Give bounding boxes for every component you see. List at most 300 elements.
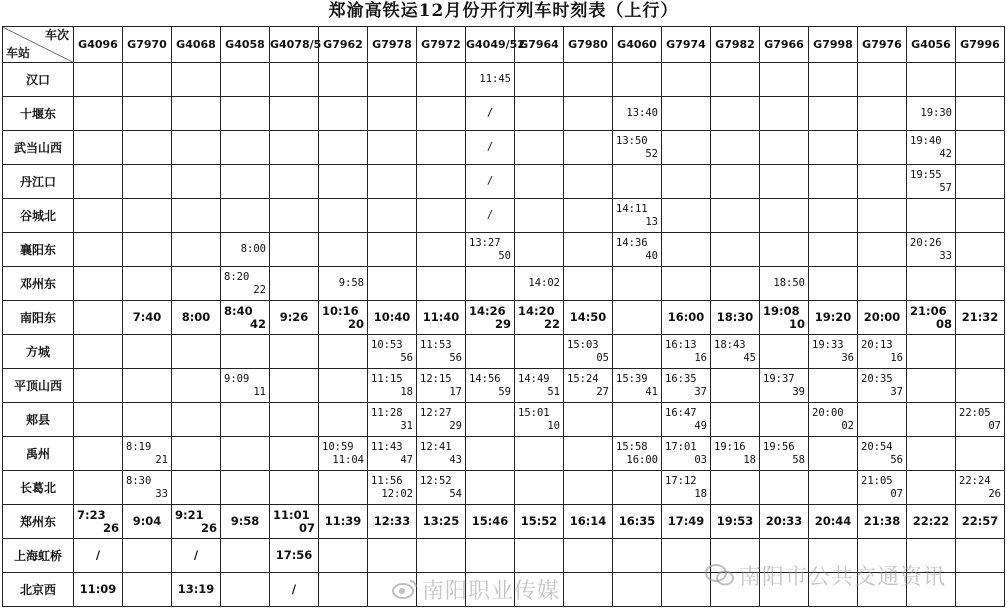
time-cell <box>907 471 956 505</box>
time-cell <box>172 131 221 165</box>
time-cell <box>270 403 319 437</box>
wechat-icon <box>705 563 735 593</box>
train-header: G7962 <box>319 27 368 63</box>
time-cell <box>907 199 956 233</box>
time-cell: 13:27 50 <box>466 233 515 267</box>
time-cell: 11:39 <box>319 505 368 539</box>
time-cell <box>417 63 466 97</box>
station-name: 十堰东 <box>3 97 74 131</box>
time-cell: 16:35 37 <box>662 369 711 403</box>
time-cell <box>956 335 1005 369</box>
time-cell: 9:58 <box>221 505 270 539</box>
time-cell <box>221 199 270 233</box>
time-cell: 14:26 29 <box>466 301 515 335</box>
train-header: G4058 <box>221 27 270 63</box>
time-cell <box>564 63 613 97</box>
time-cell <box>760 403 809 437</box>
time-cell: 12:27 29 <box>417 403 466 437</box>
time-cell <box>858 131 907 165</box>
time-cell: 11:45 <box>466 63 515 97</box>
time-cell <box>760 165 809 199</box>
station-row <box>3 437 1005 471</box>
time-cell: 17:12 18 <box>662 471 711 505</box>
time-cell: 7:40 <box>123 301 172 335</box>
train-header: G7972 <box>417 27 466 63</box>
time-cell <box>319 63 368 97</box>
time-cell <box>956 539 1005 573</box>
time-cell: 19:37 39 <box>760 369 809 403</box>
time-cell <box>956 165 1005 199</box>
time-cell: 7:23 26 <box>74 505 123 539</box>
time-cell: 22:24 26 <box>956 471 1005 505</box>
time-cell: 12:52 54 <box>417 471 466 505</box>
time-cell: 18:50 <box>760 267 809 301</box>
time-cell: 9:58 <box>319 267 368 301</box>
time-cell <box>74 471 123 505</box>
station-name: 长葛北 <box>3 471 74 505</box>
time-cell: / <box>74 539 123 573</box>
time-cell <box>809 199 858 233</box>
time-cell <box>662 233 711 267</box>
time-cell <box>662 97 711 131</box>
time-cell: 22:22 <box>907 505 956 539</box>
time-cell: 17:56 <box>270 539 319 573</box>
time-cell <box>858 63 907 97</box>
time-cell: 11:40 <box>417 301 466 335</box>
time-cell <box>662 165 711 199</box>
train-header: G7982 <box>711 27 760 63</box>
station-name: 汉口 <box>3 63 74 97</box>
station-name: 邓州东 <box>3 267 74 301</box>
time-cell <box>221 131 270 165</box>
time-cell <box>809 369 858 403</box>
watermark-right-text: 南阳市公共交通资讯 <box>739 565 947 590</box>
time-cell <box>319 539 368 573</box>
time-cell <box>956 131 1005 165</box>
timetable <box>2 26 1005 607</box>
time-cell <box>613 573 662 607</box>
train-header: G7974 <box>662 27 711 63</box>
time-cell <box>417 267 466 301</box>
time-cell <box>221 63 270 97</box>
time-cell <box>270 233 319 267</box>
time-cell <box>270 267 319 301</box>
time-cell <box>564 199 613 233</box>
time-cell <box>956 369 1005 403</box>
time-cell <box>515 437 564 471</box>
time-cell <box>172 403 221 437</box>
time-cell: 15:58 16:00 <box>613 437 662 471</box>
time-cell <box>123 165 172 199</box>
time-cell <box>172 437 221 471</box>
time-cell <box>858 233 907 267</box>
time-cell <box>662 63 711 97</box>
weibo-icon <box>392 578 418 606</box>
time-cell <box>858 403 907 437</box>
station-name: 谷城北 <box>3 199 74 233</box>
station-row <box>3 335 1005 369</box>
corner-station-label: 车站 <box>6 46 31 60</box>
time-cell <box>809 63 858 97</box>
time-cell <box>466 437 515 471</box>
time-cell: 8:20 22 <box>221 267 270 301</box>
time-cell <box>270 199 319 233</box>
time-cell <box>466 403 515 437</box>
time-cell: 19:20 <box>809 301 858 335</box>
time-cell: 11:09 <box>74 573 123 607</box>
train-header: G4060 <box>613 27 662 63</box>
time-cell <box>564 539 613 573</box>
page-title: 郑渝高铁运12月份开行列车时刻表（上行） <box>328 1 679 21</box>
time-cell <box>858 97 907 131</box>
time-cell <box>319 471 368 505</box>
time-cell: 13:25 <box>417 505 466 539</box>
train-header: G7978 <box>368 27 417 63</box>
time-cell <box>74 437 123 471</box>
time-cell: 10:40 <box>368 301 417 335</box>
station-name: 南阳东 <box>3 301 74 335</box>
time-cell <box>907 403 956 437</box>
time-cell <box>515 471 564 505</box>
time-cell <box>809 97 858 131</box>
station-name: 郑州东 <box>3 505 74 539</box>
time-cell: 16:14 <box>564 505 613 539</box>
station-name: 丹江口 <box>3 165 74 199</box>
time-cell <box>172 165 221 199</box>
time-cell <box>368 97 417 131</box>
time-cell <box>956 199 1005 233</box>
time-cell <box>74 97 123 131</box>
time-cell <box>809 233 858 267</box>
time-cell: / <box>466 199 515 233</box>
time-cell <box>907 63 956 97</box>
time-cell <box>711 267 760 301</box>
time-cell <box>319 335 368 369</box>
time-cell: 9:26 <box>270 301 319 335</box>
station-row <box>3 301 1005 335</box>
time-cell <box>221 573 270 607</box>
time-cell <box>368 539 417 573</box>
time-cell <box>564 573 613 607</box>
time-cell: 13:50 52 <box>613 131 662 165</box>
time-cell <box>172 63 221 97</box>
time-cell <box>760 131 809 165</box>
time-cell: 14:50 <box>564 301 613 335</box>
time-cell: 13:19 <box>172 573 221 607</box>
time-cell <box>956 267 1005 301</box>
time-cell: 17:01 03 <box>662 437 711 471</box>
time-cell <box>123 199 172 233</box>
time-cell: 8:40 42 <box>221 301 270 335</box>
time-cell <box>319 165 368 199</box>
time-cell <box>270 335 319 369</box>
time-cell <box>368 131 417 165</box>
station-row <box>3 471 1005 505</box>
time-cell <box>319 573 368 607</box>
time-cell <box>809 267 858 301</box>
time-cell: 16:00 <box>662 301 711 335</box>
time-cell: 14:02 <box>515 267 564 301</box>
time-cell <box>319 199 368 233</box>
time-cell <box>515 63 564 97</box>
time-cell: 19:33 36 <box>809 335 858 369</box>
time-cell: 9:21 26 <box>172 505 221 539</box>
time-cell: 11:28 31 <box>368 403 417 437</box>
time-cell <box>613 471 662 505</box>
time-cell <box>417 539 466 573</box>
time-cell <box>221 97 270 131</box>
time-cell <box>368 233 417 267</box>
time-cell: / <box>172 539 221 573</box>
time-cell <box>711 63 760 97</box>
time-cell <box>74 403 123 437</box>
time-cell <box>74 233 123 267</box>
time-cell: 22:05 07 <box>956 403 1005 437</box>
time-cell <box>564 267 613 301</box>
station-row <box>3 131 1005 165</box>
time-cell <box>809 165 858 199</box>
time-cell: 10:16 20 <box>319 301 368 335</box>
time-cell: 14:11 13 <box>613 199 662 233</box>
time-cell <box>956 63 1005 97</box>
train-header: G7970 <box>123 27 172 63</box>
train-header: G4056 <box>907 27 956 63</box>
time-cell <box>564 403 613 437</box>
train-header: G7966 <box>760 27 809 63</box>
time-cell <box>564 97 613 131</box>
time-cell <box>956 573 1005 607</box>
time-cell: 16:35 <box>613 505 662 539</box>
time-cell <box>172 97 221 131</box>
time-cell <box>760 335 809 369</box>
station-row <box>3 369 1005 403</box>
time-cell <box>172 233 221 267</box>
time-cell <box>270 131 319 165</box>
time-cell <box>956 97 1005 131</box>
time-cell: 20:33 <box>760 505 809 539</box>
time-cell <box>221 165 270 199</box>
time-cell <box>319 97 368 131</box>
header-row <box>3 27 1005 63</box>
train-header: G7964 <box>515 27 564 63</box>
time-cell <box>956 437 1005 471</box>
time-cell: 15:01 10 <box>515 403 564 437</box>
time-cell: 20:35 37 <box>858 369 907 403</box>
time-cell <box>417 165 466 199</box>
time-cell: 20:26 33 <box>907 233 956 267</box>
time-cell: 12:41 43 <box>417 437 466 471</box>
time-cell <box>711 199 760 233</box>
time-cell <box>221 403 270 437</box>
time-cell: / <box>270 573 319 607</box>
time-cell <box>123 267 172 301</box>
time-cell <box>270 437 319 471</box>
time-cell <box>319 369 368 403</box>
time-cell: 18:43 45 <box>711 335 760 369</box>
time-cell: 20:13 16 <box>858 335 907 369</box>
time-cell <box>515 199 564 233</box>
time-cell <box>417 233 466 267</box>
time-cell: 19:40 42 <box>907 131 956 165</box>
time-cell <box>711 403 760 437</box>
time-cell <box>270 369 319 403</box>
time-cell: 18:30 <box>711 301 760 335</box>
time-cell <box>319 233 368 267</box>
time-cell: 12:33 <box>368 505 417 539</box>
time-cell <box>613 165 662 199</box>
time-cell <box>907 267 956 301</box>
time-cell <box>711 369 760 403</box>
station-name: 方城 <box>3 335 74 369</box>
time-cell <box>858 165 907 199</box>
time-cell <box>368 165 417 199</box>
train-header: G4049/52 <box>466 27 515 63</box>
time-cell <box>613 301 662 335</box>
time-cell: 19:08 10 <box>760 301 809 335</box>
time-cell: 10:53 56 <box>368 335 417 369</box>
time-cell <box>270 471 319 505</box>
time-cell <box>319 131 368 165</box>
time-cell <box>74 131 123 165</box>
watermark-left-text: 南阳职业传媒 <box>422 579 561 604</box>
train-header: G4096 <box>74 27 123 63</box>
time-cell <box>466 335 515 369</box>
time-cell <box>270 165 319 199</box>
station-name: 平顶山西 <box>3 369 74 403</box>
time-cell: 21:06 08 <box>907 301 956 335</box>
time-cell: 15:52 <box>515 505 564 539</box>
time-cell <box>809 437 858 471</box>
time-cell <box>368 267 417 301</box>
time-cell: 8:00 <box>172 301 221 335</box>
train-header: G7996 <box>956 27 1005 63</box>
time-cell <box>613 539 662 573</box>
time-cell <box>368 63 417 97</box>
train-header: G4078/5 <box>270 27 319 63</box>
watermark-wechat <box>705 560 946 593</box>
time-cell: 16:47 49 <box>662 403 711 437</box>
time-cell <box>711 97 760 131</box>
time-cell <box>613 267 662 301</box>
time-cell <box>515 165 564 199</box>
time-cell: / <box>466 97 515 131</box>
time-cell: 11:01 07 <box>270 505 319 539</box>
station-row <box>3 63 1005 97</box>
station-row <box>3 267 1005 301</box>
time-cell <box>172 471 221 505</box>
time-cell: 15:39 41 <box>613 369 662 403</box>
time-cell: 13:40 <box>613 97 662 131</box>
time-cell <box>564 165 613 199</box>
corner-header <box>3 27 74 63</box>
time-cell <box>172 199 221 233</box>
station-row <box>3 403 1005 437</box>
time-cell <box>956 233 1005 267</box>
time-cell: 19:55 57 <box>907 165 956 199</box>
station-name: 郏县 <box>3 403 74 437</box>
time-cell <box>74 267 123 301</box>
time-cell <box>74 199 123 233</box>
time-cell <box>907 437 956 471</box>
time-cell: 11:53 56 <box>417 335 466 369</box>
time-cell: 12:15 17 <box>417 369 466 403</box>
time-cell <box>809 131 858 165</box>
station-name: 襄阳东 <box>3 233 74 267</box>
time-cell: 21:05 07 <box>858 471 907 505</box>
time-cell <box>760 199 809 233</box>
time-cell: 14:36 40 <box>613 233 662 267</box>
time-cell: 21:32 <box>956 301 1005 335</box>
time-cell <box>123 573 172 607</box>
time-cell <box>907 369 956 403</box>
time-cell <box>466 471 515 505</box>
station-row <box>3 165 1005 199</box>
time-cell: 11:43 47 <box>368 437 417 471</box>
time-cell <box>123 369 172 403</box>
time-cell <box>564 233 613 267</box>
time-cell <box>662 267 711 301</box>
station-name: 北京西 <box>3 573 74 607</box>
time-cell: 19:53 <box>711 505 760 539</box>
time-cell <box>711 165 760 199</box>
time-cell: 16:13 16 <box>662 335 711 369</box>
train-header: G7998 <box>809 27 858 63</box>
train-header: G4068 <box>172 27 221 63</box>
train-header: G7976 <box>858 27 907 63</box>
time-cell <box>858 267 907 301</box>
time-cell <box>172 335 221 369</box>
station-name: 禹州 <box>3 437 74 471</box>
station-row <box>3 233 1005 267</box>
time-cell <box>221 539 270 573</box>
station-row <box>3 505 1005 539</box>
time-cell <box>564 471 613 505</box>
time-cell: 19:56 58 <box>760 437 809 471</box>
time-cell: 15:24 27 <box>564 369 613 403</box>
time-cell <box>907 335 956 369</box>
time-cell <box>515 131 564 165</box>
train-header: G7980 <box>564 27 613 63</box>
time-cell <box>613 63 662 97</box>
watermark-weibo <box>392 574 560 606</box>
time-cell: 10:59 11:04 <box>319 437 368 471</box>
time-cell <box>74 301 123 335</box>
timetable-body <box>3 63 1005 607</box>
time-cell: 20:00 <box>858 301 907 335</box>
time-cell <box>123 233 172 267</box>
time-cell <box>123 335 172 369</box>
time-cell <box>662 573 711 607</box>
time-cell <box>417 199 466 233</box>
time-cell <box>123 63 172 97</box>
time-cell: 15:46 <box>466 505 515 539</box>
time-cell <box>123 539 172 573</box>
time-cell <box>221 437 270 471</box>
time-cell <box>613 335 662 369</box>
time-cell <box>515 97 564 131</box>
time-cell: 21:38 <box>858 505 907 539</box>
time-cell <box>74 165 123 199</box>
station-name: 上海虹桥 <box>3 539 74 573</box>
time-cell: 8:00 <box>221 233 270 267</box>
time-cell <box>515 335 564 369</box>
time-cell <box>564 131 613 165</box>
time-cell <box>760 471 809 505</box>
time-cell: 14:49 51 <box>515 369 564 403</box>
time-cell <box>123 403 172 437</box>
time-cell: 20:54 56 <box>858 437 907 471</box>
time-cell: 11:15 18 <box>368 369 417 403</box>
